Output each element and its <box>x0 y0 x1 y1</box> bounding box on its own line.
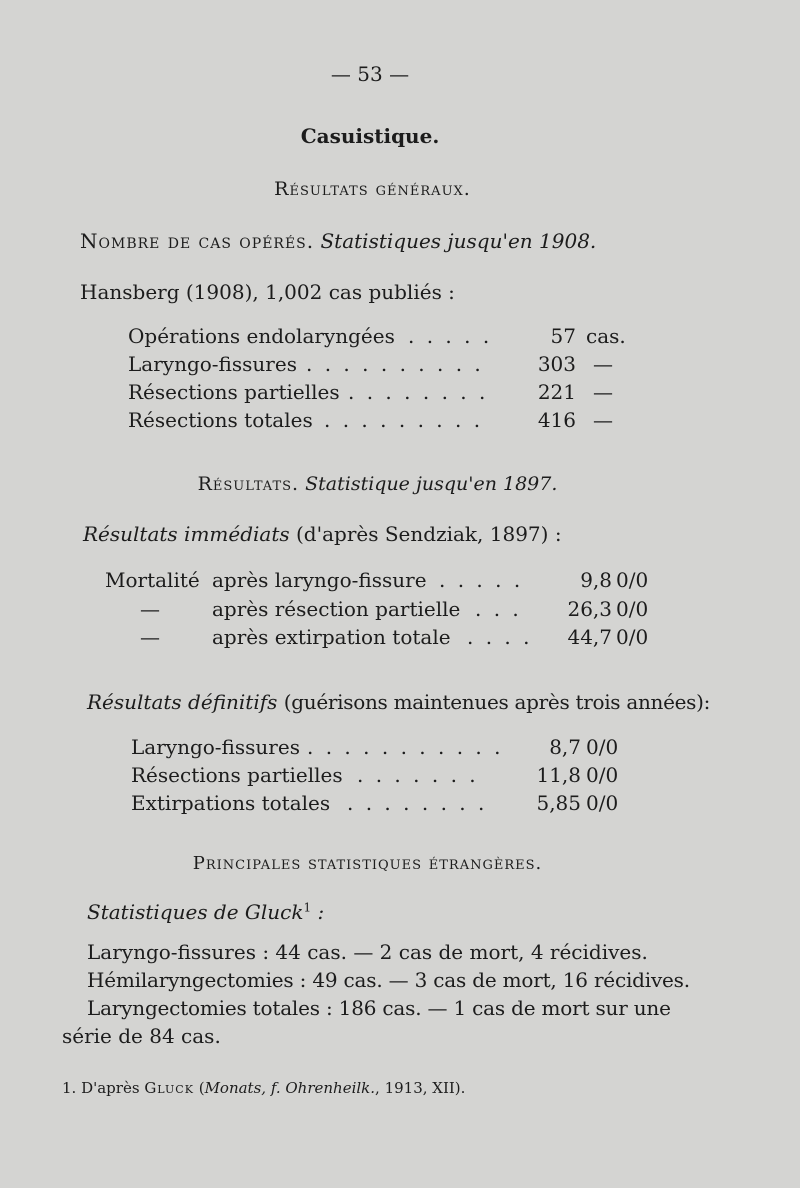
list-item-label: Résections partielles <box>131 763 343 787</box>
dot-leader: . . . . <box>467 625 533 649</box>
cases-operated-label: Nombre de cas opérés. <box>80 229 315 253</box>
list-item-unit: 0/0 <box>586 763 619 787</box>
list-item-prefix: — <box>140 625 160 649</box>
footnote-marker: 1 <box>303 900 312 915</box>
cases-operated-heading <box>80 229 596 253</box>
heading-foreign-statistics: Principales statistiques étrangères. <box>192 853 543 874</box>
list-item-value: 303 <box>537 352 576 376</box>
list-item-prefix: — <box>140 597 160 621</box>
list-item-value: 9,8 <box>580 568 612 592</box>
list-item-label: Résections partielles <box>128 380 340 404</box>
cases-operated-stat: Statistiques jusqu'en 1908. <box>320 229 597 253</box>
list-item-unit: 0/0 <box>616 625 649 649</box>
list-item-unit: — <box>593 380 613 404</box>
list-item-label: après résection partielle <box>212 597 461 621</box>
list-item-value: 416 <box>537 408 576 432</box>
dot-leader: . . . . . . . <box>357 763 479 787</box>
gluck-colon: : <box>317 900 325 924</box>
list-item-label: Laryngo-fissures <box>128 352 297 376</box>
list-item-label: après extirpation totale <box>212 625 451 649</box>
list-item-value: 11,8 <box>536 763 581 787</box>
results-stat: Statistique jusqu'en 1897. <box>305 473 558 495</box>
footnote <box>62 1079 465 1097</box>
list-item-value: 57 <box>550 324 576 348</box>
gluck-line: Laryngectomies totales : 186 cas. — 1 cas de mort sur une <box>87 996 671 1020</box>
footnote-number: 1. <box>62 1079 77 1097</box>
footnote-open-paren: ( <box>198 1079 205 1097</box>
dot-leader: . . . . . <box>439 568 524 592</box>
list-item-unit: — <box>593 352 613 376</box>
gluck-line: série de 84 cas. <box>62 1024 221 1048</box>
results-heading <box>0 473 755 495</box>
dot-leader: . . . . . . . . . . . <box>307 735 504 759</box>
list-item-value: 5,85 <box>536 791 581 815</box>
list-item-unit: cas. <box>586 324 626 348</box>
list-item-unit: — <box>593 408 613 432</box>
dot-leader: . . . . . . . . <box>348 380 489 404</box>
list-item-value: 8,7 <box>549 735 581 759</box>
gluck-heading <box>87 900 324 924</box>
page-number: — 53 — <box>330 62 410 86</box>
dot-leader: . . . <box>475 597 522 621</box>
definitive-results-heading <box>87 690 710 714</box>
list-item-value: 221 <box>537 380 576 404</box>
list-item-label: Opérations endolaryngées <box>128 324 395 348</box>
list-item-unit: 0/0 <box>616 568 649 592</box>
footnote-author: Gluck <box>144 1079 194 1097</box>
footnote-journal: Monats, f. Ohrenheilk. <box>204 1079 376 1097</box>
gluck-line: Laryngo-fissures : 44 cas. — 2 cas de mort, 4 récidives. <box>87 940 648 964</box>
list-item-unit: 0/0 <box>586 791 619 815</box>
list-item-prefix: Mortalité <box>105 568 200 592</box>
immediate-results-source: (d'après Sendziak, 1897) : <box>296 522 562 546</box>
immediate-results-heading <box>83 522 562 546</box>
gluck-label: Statistiques de Gluck <box>87 900 304 924</box>
dot-leader: . . . . . <box>408 324 493 348</box>
definitive-results-note: (guérisons maintenues après trois années): <box>283 690 711 714</box>
list-item-value: 26,3 <box>567 597 612 621</box>
gluck-line: Hémilaryngectomies : 49 cas. — 3 cas de mort, 16 récidives. <box>87 968 690 992</box>
list-item-label: Extirpations totales <box>131 791 331 815</box>
dot-leader: . . . . . . . . <box>347 791 488 815</box>
list-item-unit: 0/0 <box>616 597 649 621</box>
list-item-unit: 0/0 <box>586 735 619 759</box>
footnote-prefix: D'après <box>81 1079 140 1097</box>
hansberg-line: Hansberg (1908), 1,002 cas publiés : <box>80 280 455 304</box>
list-item-label: après laryngo-fissure <box>212 568 427 592</box>
heading-general-results: Résultats généraux. <box>274 178 471 200</box>
list-item-label: Résections totales <box>128 408 313 432</box>
dot-leader: . . . . . . . . . . <box>306 352 484 376</box>
section-title: Casuistique. <box>300 124 440 148</box>
list-item-label: Laryngo-fissures <box>131 735 300 759</box>
results-label: Résultats. <box>197 473 300 495</box>
footnote-citation: , 1913, XII). <box>375 1079 466 1097</box>
dot-leader: . . . . . . . . . <box>324 408 484 432</box>
list-item-value: 44,7 <box>567 625 612 649</box>
definitive-results-label: Résultats définitifs <box>87 690 278 714</box>
immediate-results-label: Résultats immédiats <box>83 522 290 546</box>
